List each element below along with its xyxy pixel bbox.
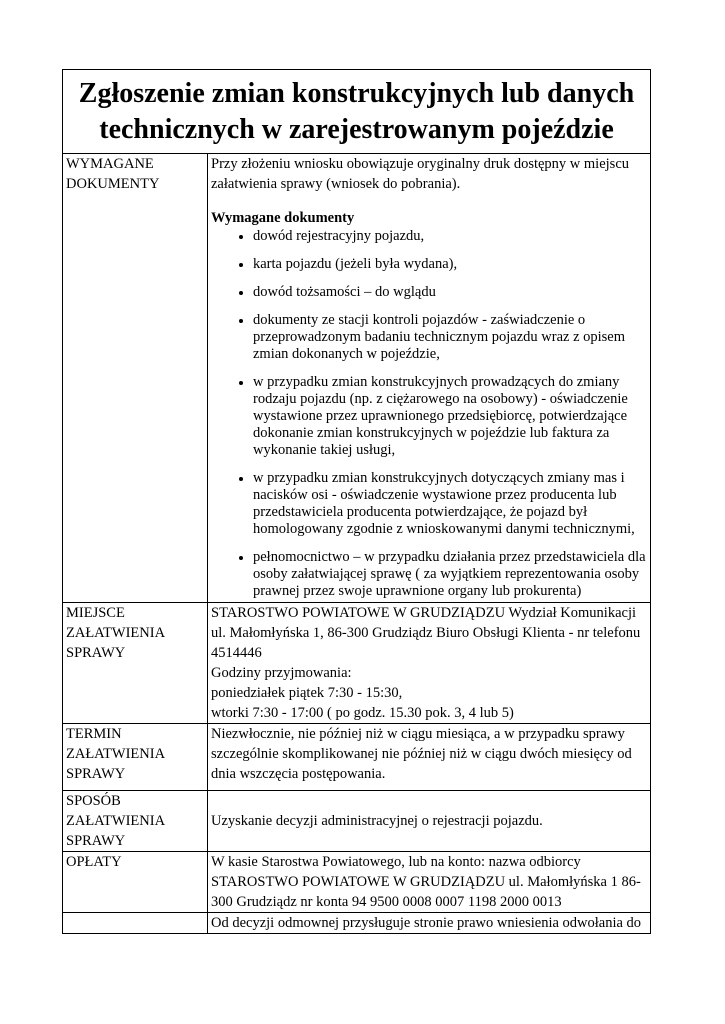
hours-label: Godziny przyjmowania: (211, 665, 352, 681)
deadline-row (63, 724, 651, 791)
method-text: Uzyskanie decyzji administracyjnej o rejestracji pojazdu. (208, 791, 651, 852)
appeal-row (63, 913, 651, 934)
appeal-label (63, 913, 208, 934)
list-item: • dowód tożsamości – do wglądu (253, 284, 647, 301)
appeal-text: Od decyzji odmownej przysługuje stronie prawo wniesienia odwołania do (208, 913, 651, 934)
list-item: • karta pojazdu (jeżeli była wydana), (253, 256, 647, 273)
hours-weekdays: poniedziałek piątek 7:30 - 15:30, (211, 685, 403, 701)
fees-row (63, 852, 651, 913)
deadline-text: Niezwłocznie, nie później niż w ciągu miesiąca, a w przypadku sprawy szczególnie skomplikowanej nie później niż w ciągu dwóch miesięcy od dnia wszczęcia postępowania. (208, 724, 651, 791)
documents-list (211, 228, 647, 600)
place-address: STAROSTWO POWIATOWE W GRUDZIĄDZU Wydział Komunikacji ul. Małomłyńska 1, 86-300 Grudziądz Biuro Obsługi Klienta - nr telefonu 4514446 (211, 605, 641, 661)
title-row (63, 70, 651, 154)
list-item: • w przypadku zmian konstrukcyjnych dotyczących zmiany mas i nacisków osi - oświadczenie wystawione przez producenta lub przedstawiciela producenta potwierdzające, że pojazd był homologowany zgodnie z wnioskowanymi danymi technicznymi, (253, 470, 647, 538)
list-item: • pełnomocnictwo – w przypadku działania przez przedstawiciela dla osoby załatwiającej sprawę ( za wyjątkiem reprezentowania osoby prawnej przez swoje uprawnione organy lub prokurenta) (253, 549, 647, 600)
list-item: • dowód rejestracyjny pojazdu, (253, 228, 647, 245)
page-title: Zgłoszenie zmian konstrukcyjnych lub danych technicznych w zarejestrowanym pojeździe (63, 70, 651, 154)
documents-label: WYMAGANE DOKUMENTY (63, 154, 208, 603)
hours-tuesday: wtorki 7:30 - 17:00 ( po godz. 15.30 pok. 3, 4 lub 5) (211, 705, 514, 721)
list-item: • w przypadku zmian konstrukcyjnych prowadzących do zmiany rodzaju pojazdu (np. z ciężarowego na osobowy) - oświadczenie wystawione przez uprawnionego przedsiębiorcę, potwierdzające dokonanie zmian konstrukcyjnych w pojeździe lub faktura za wykonanie takiej usługi, (253, 374, 647, 459)
place-content (208, 603, 651, 724)
info-table (62, 69, 651, 934)
fees-label: OPŁATY (63, 852, 208, 913)
documents-heading: Wymagane dokumenty (211, 210, 355, 226)
documents-content (208, 154, 651, 603)
list-item: • dokumenty ze stacji kontroli pojazdów - zaświadczenie o przeprowadzonym badaniu technicznym pojazdu wraz z opisem zmian dokonanych w pojeździe, (253, 312, 647, 363)
method-row (63, 791, 651, 852)
fees-text: W kasie Starostwa Powiatowego, lub na konto: nazwa odbiorcy STAROSTWO POWIATOWE W GRUDZIĄDZU ul. Małomłyńska 1 86-300 Grudziądz nr konta 94 9500 0008 0007 1198 2000 0013 (208, 852, 651, 913)
place-label: MIEJSCE ZAŁATWIENIA SPRAWY (63, 603, 208, 724)
deadline-label: TERMIN ZAŁATWIENIA SPRAWY (63, 724, 208, 791)
place-row (63, 603, 651, 724)
documents-row (63, 154, 651, 603)
method-label: SPOSÓB ZAŁATWIENIA SPRAWY (63, 791, 208, 852)
documents-intro: Przy złożeniu wniosku obowiązuje oryginalny druk dostępny w miejscu załatwienia sprawy (wniosek do pobrania). (211, 156, 630, 192)
